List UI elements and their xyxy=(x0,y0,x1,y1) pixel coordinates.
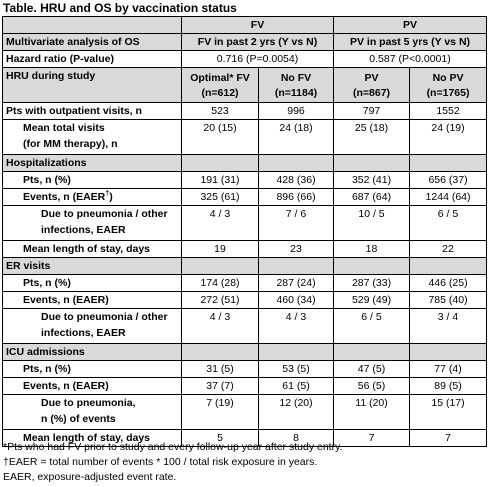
icu-pts-row xyxy=(3,361,487,378)
cell: 5 xyxy=(182,430,259,447)
cell: 523 xyxy=(182,103,259,120)
cell: 53 (5) xyxy=(259,361,334,378)
cell: 15 (17) xyxy=(410,395,487,430)
row-label: Multivariate analysis of OS xyxy=(3,34,182,51)
row-label: Pts with outpatient visits, n xyxy=(3,103,182,120)
hosp-pneumonia-row xyxy=(3,206,487,241)
cell: 352 (41) xyxy=(334,172,410,189)
row-label: Pts, n (%) xyxy=(3,361,182,378)
cell: 24 (18) xyxy=(259,120,334,155)
col-header-line: (n=612) xyxy=(201,86,239,99)
row-label: Pts, n (%) xyxy=(3,172,182,189)
label-line: Due to pneumonia / other xyxy=(41,311,168,323)
label-line: Due to pneumonia, xyxy=(41,397,136,409)
col-header-optimal-fv xyxy=(182,68,259,103)
row-label xyxy=(3,206,182,241)
cell: 325 (61) xyxy=(182,189,259,206)
cell: 287 (24) xyxy=(259,275,334,292)
label-line: infections, EAER xyxy=(41,224,126,236)
empty-cell xyxy=(334,258,410,275)
icu-section-row xyxy=(3,344,487,361)
cell: 23 xyxy=(259,241,334,258)
empty-cell xyxy=(410,258,487,275)
cell: 797 xyxy=(334,103,410,120)
label-line: (for MM therapy), n xyxy=(23,138,118,150)
label-text-end: ) xyxy=(109,191,113,203)
label-line: n (%) of events xyxy=(41,413,116,425)
cell: 4 / 3 xyxy=(182,206,259,241)
label-line: infections, EAER xyxy=(41,327,126,339)
pv-group-header: PV xyxy=(334,17,487,34)
row-label xyxy=(3,309,182,344)
hru-os-table xyxy=(2,16,487,447)
row-label: Mean length of stay, days xyxy=(3,241,182,258)
empty-cell xyxy=(334,155,410,172)
empty-cell xyxy=(334,344,410,361)
cell: 7 xyxy=(410,430,487,447)
cell: 56 (5) xyxy=(334,378,410,395)
label-text: Events, n (EAER xyxy=(23,191,106,203)
cell: 0.587 (P<0.0001) xyxy=(334,51,487,68)
cell: 460 (34) xyxy=(259,292,334,309)
cell: 896 (66) xyxy=(259,189,334,206)
col-header-line: PV xyxy=(364,71,379,84)
hosp-los-row xyxy=(3,241,487,258)
cell: 1552 xyxy=(410,103,487,120)
cell: 18 xyxy=(334,241,410,258)
row-label: Events, n (EAER) xyxy=(3,292,182,309)
er-section-row xyxy=(3,258,487,275)
footnote: EAER, exposure-adjusted event rate. xyxy=(3,471,177,483)
cell: 272 (51) xyxy=(182,292,259,309)
cell: PV in past 5 yrs (Y vs N) xyxy=(334,34,487,51)
group-header-row xyxy=(3,17,487,34)
cell: 10 / 5 xyxy=(334,206,410,241)
row-label xyxy=(3,189,182,206)
cell: 89 (5) xyxy=(410,378,487,395)
col-header-no-fv xyxy=(259,68,334,103)
hosp-events-row xyxy=(3,189,487,206)
empty-cell xyxy=(410,155,487,172)
footnote: *Pts who had FV prior to study and every follow-up year after study entry. xyxy=(3,441,343,453)
cell: 428 (36) xyxy=(259,172,334,189)
row-label: HRU during study xyxy=(3,68,182,103)
empty-cell xyxy=(182,344,259,361)
hru-header-row xyxy=(3,68,487,103)
row-label: Mean length of stay, days xyxy=(3,430,182,447)
empty-cell xyxy=(3,17,182,34)
cell: 47 (5) xyxy=(334,361,410,378)
cell: 7 xyxy=(334,430,410,447)
empty-cell xyxy=(259,155,334,172)
cell: 12 (20) xyxy=(259,395,334,430)
table-title: Table. HRU and OS by vaccination status xyxy=(3,1,237,15)
cell: 20 (15) xyxy=(182,120,259,155)
cell: 37 (7) xyxy=(182,378,259,395)
cell: 24 (19) xyxy=(410,120,487,155)
cell: 1244 (64) xyxy=(410,189,487,206)
cell: 529 (49) xyxy=(334,292,410,309)
col-header-no-pv xyxy=(410,68,487,103)
footnote: †EAER = total number of events * 100 / total risk exposure in years. xyxy=(3,456,318,468)
label-line: Mean total visits xyxy=(23,122,105,134)
label-line: Due to pneumonia / other xyxy=(41,208,168,220)
cell: 31 (5) xyxy=(182,361,259,378)
cell: 785 (40) xyxy=(410,292,487,309)
icu-pneumonia-row xyxy=(3,395,487,430)
empty-cell xyxy=(182,258,259,275)
cell: 656 (37) xyxy=(410,172,487,189)
cell: 6 / 5 xyxy=(334,309,410,344)
row-label xyxy=(3,395,182,430)
mean-visits-row xyxy=(3,120,487,155)
cell: 7 / 6 xyxy=(259,206,334,241)
hospitalizations-section-row xyxy=(3,155,487,172)
outpatient-row xyxy=(3,103,487,120)
cell: 174 (28) xyxy=(182,275,259,292)
cell: 191 (31) xyxy=(182,172,259,189)
hosp-pts-row xyxy=(3,172,487,189)
dagger-mark: † xyxy=(105,190,110,198)
empty-cell xyxy=(259,258,334,275)
empty-cell xyxy=(182,155,259,172)
section-title: Hospitalizations xyxy=(3,155,182,172)
cell: 446 (25) xyxy=(410,275,487,292)
cell: 6 / 5 xyxy=(410,206,487,241)
cell: 77 (4) xyxy=(410,361,487,378)
cell: 7 (19) xyxy=(182,395,259,430)
empty-cell xyxy=(259,344,334,361)
row-label: Pts, n (%) xyxy=(3,275,182,292)
cell: 19 xyxy=(182,241,259,258)
row-label xyxy=(3,120,182,155)
cell: 11 (20) xyxy=(334,395,410,430)
row-label: Events, n (EAER) xyxy=(3,378,182,395)
cell: 22 xyxy=(410,241,487,258)
cell: 61 (5) xyxy=(259,378,334,395)
er-events-row xyxy=(3,292,487,309)
cell: 8 xyxy=(259,430,334,447)
row-label: Hazard ratio (P-value) xyxy=(3,51,182,68)
section-title: ICU admissions xyxy=(3,344,182,361)
cell: 687 (64) xyxy=(334,189,410,206)
fv-group-header: FV xyxy=(182,17,334,34)
col-header-line: No PV xyxy=(432,71,464,84)
cell: FV in past 2 yrs (Y vs N) xyxy=(182,34,334,51)
empty-cell xyxy=(410,344,487,361)
col-header-line: Optimal* FV xyxy=(190,71,250,84)
cell: 4 / 3 xyxy=(182,309,259,344)
col-header-line: (n=1184) xyxy=(274,86,318,99)
col-header-line: (n=1765) xyxy=(426,86,470,99)
col-header-line: No FV xyxy=(280,71,312,84)
cell: 996 xyxy=(259,103,334,120)
cell: 25 (18) xyxy=(334,120,410,155)
er-pneumonia-row xyxy=(3,309,487,344)
icu-events-row xyxy=(3,378,487,395)
multivariate-row xyxy=(3,34,487,51)
cell: 3 / 4 xyxy=(410,309,487,344)
footnotes xyxy=(3,440,342,485)
er-pts-row xyxy=(3,275,487,292)
hazard-row xyxy=(3,51,487,68)
cell: 287 (33) xyxy=(334,275,410,292)
col-header-pv xyxy=(334,68,410,103)
cell: 4 / 3 xyxy=(259,309,334,344)
cell: 0.716 (P=0.0054) xyxy=(182,51,334,68)
section-title: ER visits xyxy=(3,258,182,275)
col-header-line: (n=867) xyxy=(352,86,391,99)
